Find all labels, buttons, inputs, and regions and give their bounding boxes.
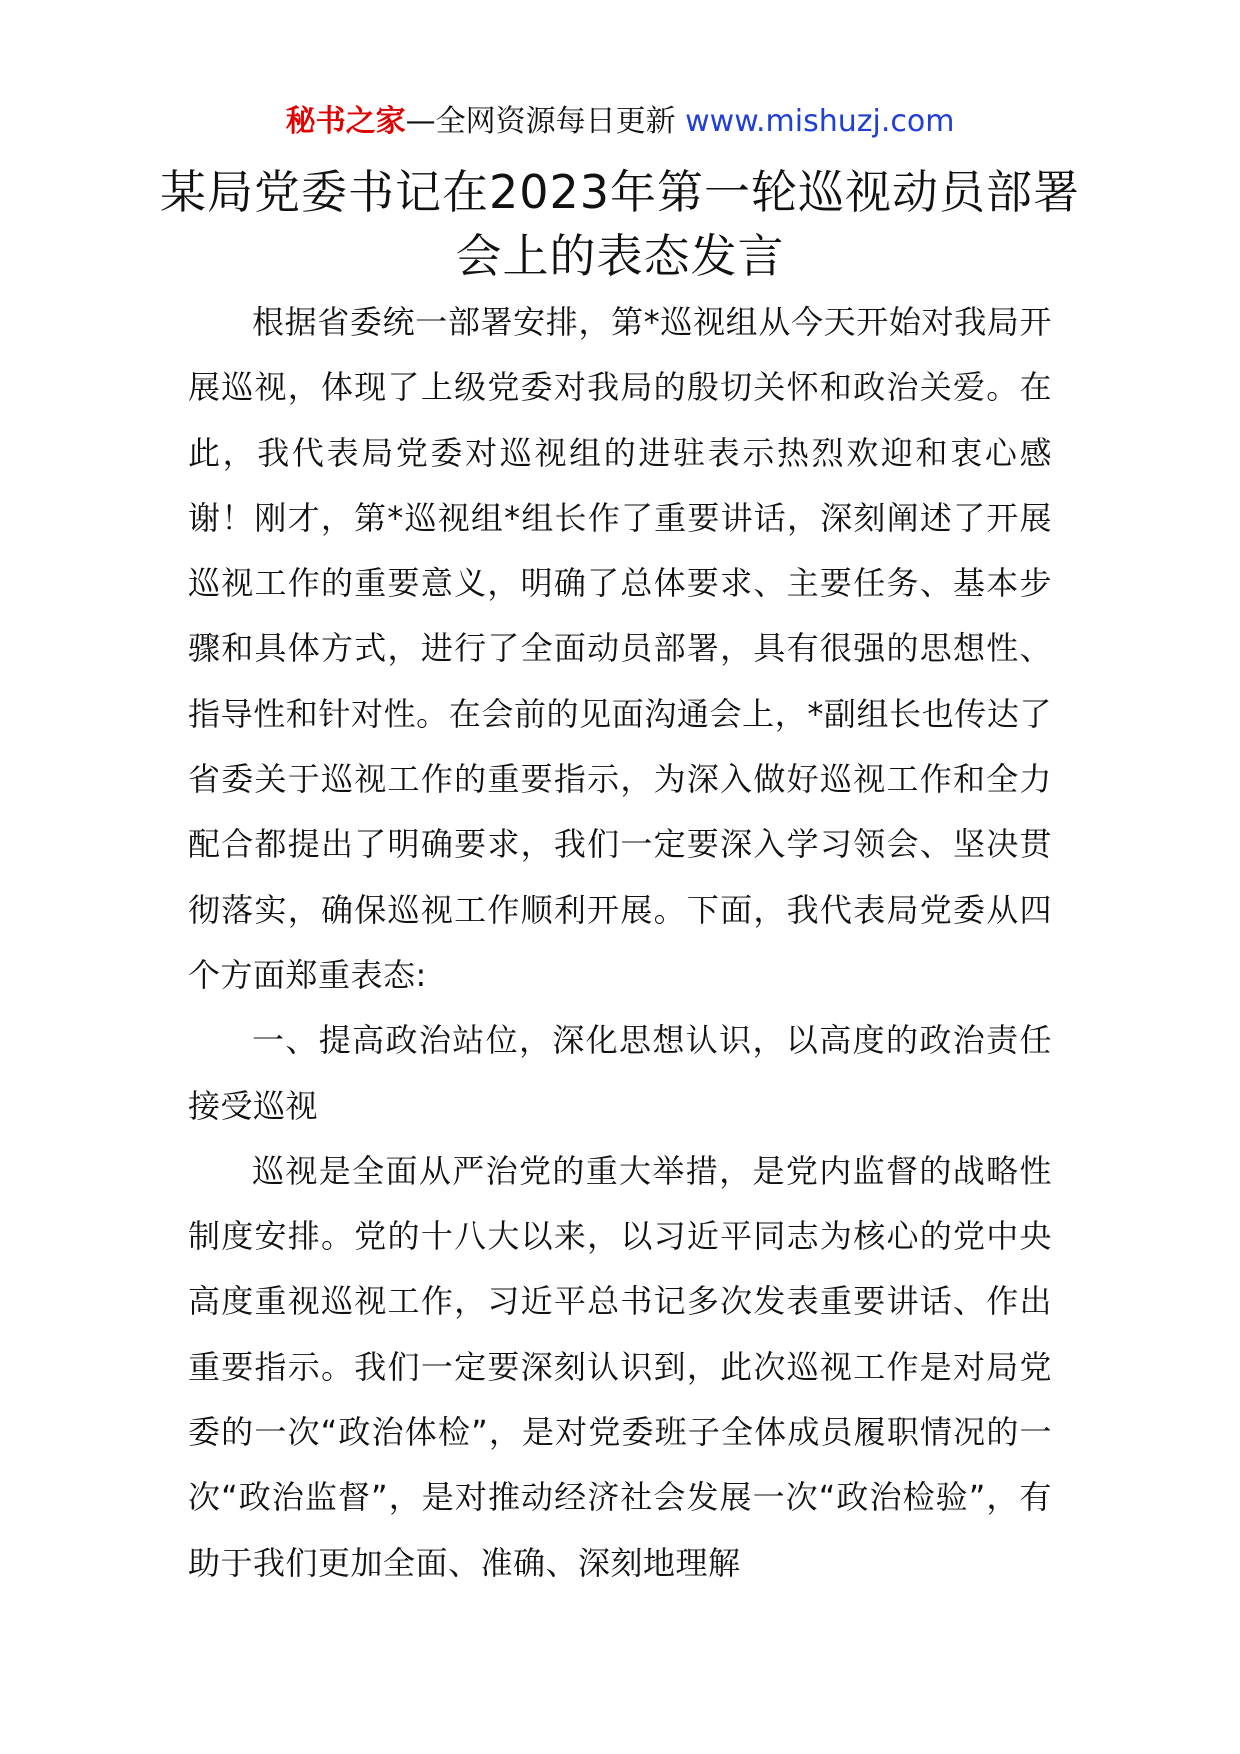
site-url[interactable]: www.mishuzj.com	[685, 104, 955, 139]
site-header	[0, 100, 1240, 144]
header-tagline: —全网资源每日更新	[405, 104, 686, 139]
paragraph-intro: 根据省委统一部署安排，第*巡视组从今天开始对我局开展巡视，体现了上级党委对我局的殷切关怀和政治关爱。在此，我代表局党委对巡视组的进驻表示热烈欢迎和衷心感谢！刚才，第*巡视组*组长作了重要讲话，深刻阐述了开展巡视工作的重要意义，明确了总体要求、主要任务、基本步骤和具体方式，进行了全面动员部署，具有很强的思想性、指导性和针对性。在会前的见面沟通会上，*副组长也传达了省委关于巡视工作的重要指示，为深入做好巡视工作和全力配合都提出了明确要求，我们一定要深入学习领会、坚决贯彻落实，确保巡视工作顺利开展。下面，我代表局党委从四个方面郑重表态:	[188, 303, 1052, 994]
section-heading: 一、提高政治站位，深化思想认识，以高度的政治责任接受巡视	[188, 1021, 1052, 1125]
paragraph-section-one: 巡视是全面从严治党的重大举措，是党内监督的战略性制度安排。党的十八大以来，以习近平同志为核心的党中央高度重视巡视工作，习近平总书记多次发表重要讲话、作出重要指示。我们一定要深刻认识到，此次巡视工作是对局党委的一次“政治体检”，是对党委班子全体成员履职情况的一次“政治监督”，是对推动经济社会发展一次“政治检验”，有助于我们更加全面、准确、深刻地理解	[188, 1151, 1052, 1582]
document-body	[188, 290, 1052, 1596]
document-title: 某局党委书记在2023年第一轮巡视动员部署会上的表态发言	[159, 165, 1081, 283]
brand-name: 秘书之家	[285, 104, 406, 139]
